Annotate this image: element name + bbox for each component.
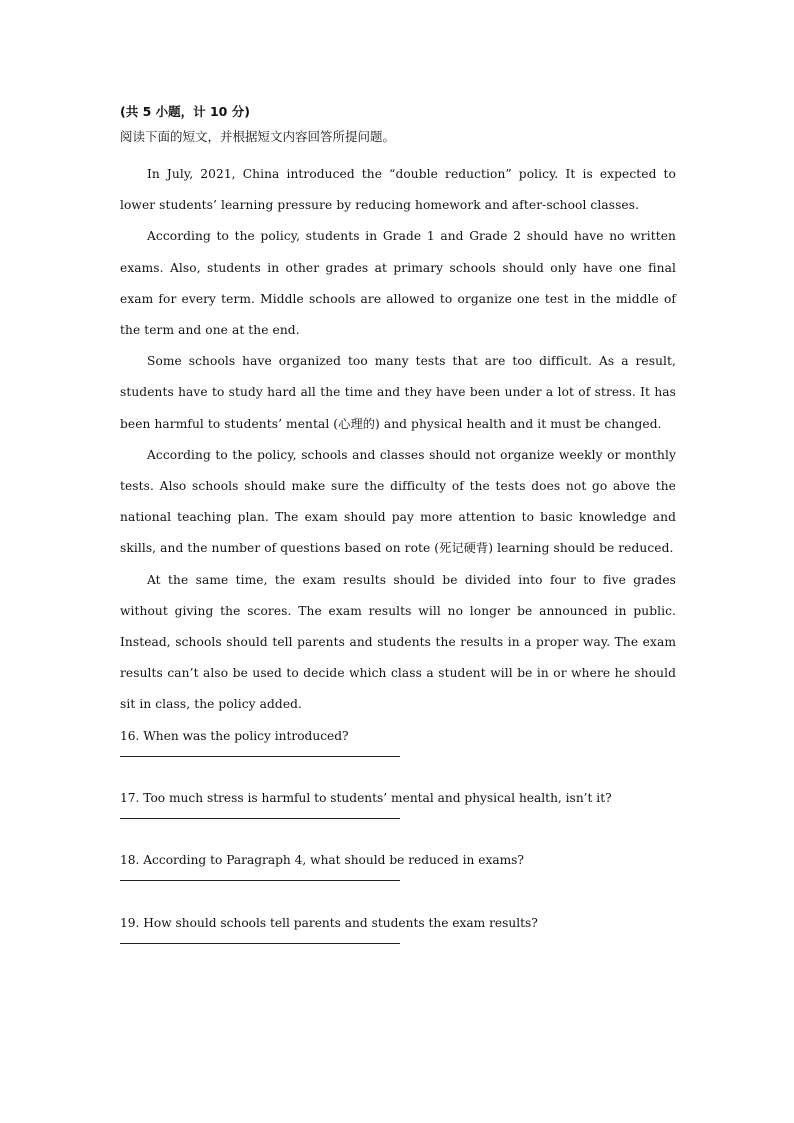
- question-19: [120, 908, 676, 970]
- question-18-text: 18. According to Paragraph 4, what should be reduced in exams?: [120, 853, 524, 868]
- question-17-text: 17. Too much stress is harmful to students’ mental and physical health, isn’t it?: [120, 791, 612, 806]
- question-16-text: 16. When was the policy introduced?: [120, 728, 349, 743]
- question-list: [120, 721, 676, 971]
- passage-paragraph-3: Some schools have organized too many tests that are too difficult. As a result, students have to study hard all the time and they have been under a lot of stress. It has been harmful to students’ mental (心理的) and physical health and it must be changed.: [120, 354, 676, 431]
- passage-paragraph-2: According to the policy, students in Grade 1 and Grade 2 should have no written exams. Also, students in other grades at primary schools should only have one final exam for every term. Middle schools are allowed to organize one test in the middle of the term and one at the end.: [120, 229, 676, 338]
- question-18-answer-line[interactable]: [120, 880, 400, 881]
- question-17-answer-line[interactable]: [120, 818, 400, 819]
- passage-paragraph-1: In July, 2021, China introduced the “double reduction” policy. It is expected to lower students’ learning pressure by reducing homework and after-school classes.: [120, 167, 676, 213]
- exam-page: [120, 104, 676, 970]
- question-16: [120, 721, 676, 783]
- section-title: (共 5 小题，计 10 分): [120, 104, 250, 119]
- instruction-text: 阅读下面的短文，并根据短文内容回答所提问题。: [120, 129, 396, 144]
- reading-passage: [120, 159, 676, 721]
- question-18: [120, 845, 676, 907]
- question-19-text: 19. How should schools tell parents and students the exam results?: [120, 915, 538, 930]
- question-19-answer-line[interactable]: [120, 943, 400, 944]
- question-16-answer-line[interactable]: [120, 756, 400, 757]
- passage-paragraph-5: At the same time, the exam results should be divided into four to five grades without giving the scores. The exam results will no longer be announced in public. Instead, schools should tell parents and students the results in a proper way. The exam results can’t also be used to decide which class a student will be in or where he should sit in class, the policy added.: [120, 572, 676, 712]
- passage-paragraph-4: According to the policy, schools and classes should not organize weekly or monthly tests. Also schools should make sure the difficulty of the tests does not go above the national teaching plan. The exam should pay more attention to basic knowledge and skills, and the number of questions based on rote (死记硬背) learning should be reduced.: [120, 447, 676, 556]
- question-17: [120, 783, 676, 845]
